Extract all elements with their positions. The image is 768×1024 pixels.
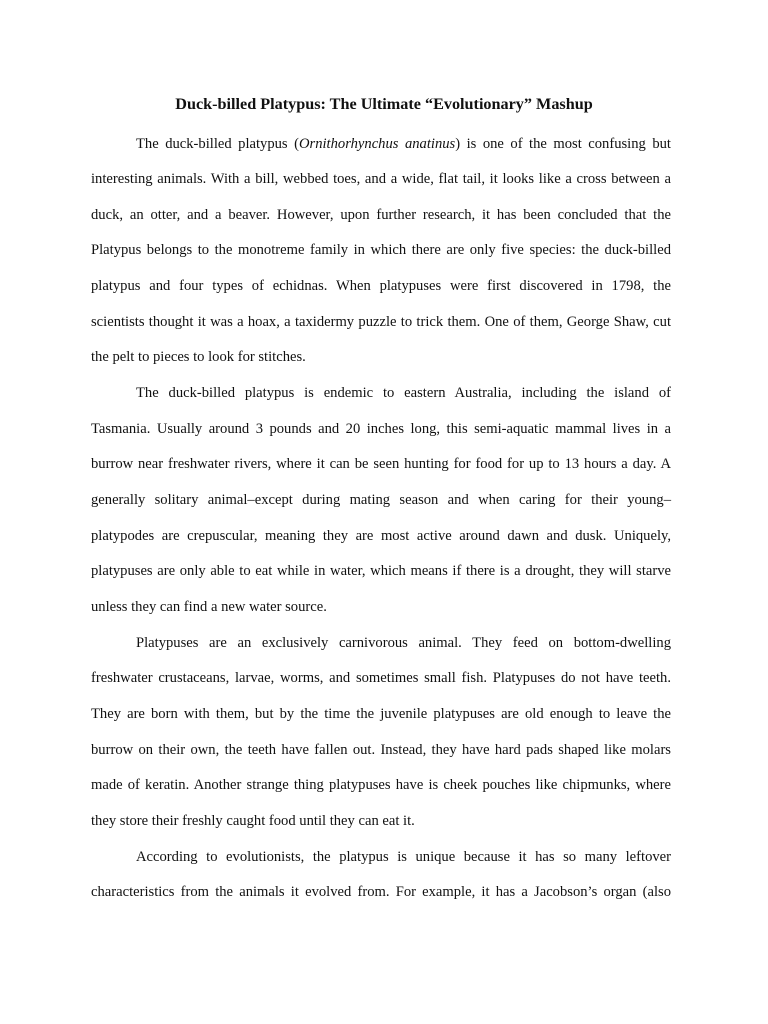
paragraph-3-line-1: Platypuses are an exclusively carnivorous animal. They feed on bottom-dwelling: [136, 635, 671, 651]
scientific-name: Ornithorhynchus anatinus: [298, 136, 456, 152]
paragraph-2-line-4: generally solitary animal–except during mating season and when caring for their young–: [91, 492, 671, 508]
text-segment: The duck-billed platypus (: [136, 136, 299, 152]
document-title: Duck-billed Platypus: The Ultimate “Evolutionary” Mashup: [175, 95, 593, 113]
paragraph-1-line-7: the pelt to pieces to look for stitches.: [91, 349, 306, 365]
paragraph-1-line-3: duck, an otter, and a beaver. However, upon further research, it has been concluded that the: [91, 207, 671, 223]
paragraph-4-line-1: According to evolutionists, the platypus is unique because it has so many leftover: [136, 849, 671, 865]
paragraph-1-line-4: Platypus belongs to the monotreme family in which there are only five species: the duck-billed: [91, 242, 671, 258]
paragraph-1-line-1: [136, 134, 671, 154]
paragraph-3-line-6: they store their freshly caught food until they can eat it.: [91, 813, 415, 829]
paragraph-2-line-6: platypuses are only able to eat while in water, which means if there is a drought, they will starve: [91, 563, 671, 579]
paragraph-1-line-5: platypus and four types of echidnas. When platypuses were first discovered in 1798, the: [91, 278, 671, 294]
paragraph-1-line-6: scientists thought it was a hoax, a taxidermy puzzle to trick them. One of them, George Shaw, cut: [91, 314, 671, 330]
paragraph-3-line-2: freshwater crustaceans, larvae, worms, and sometimes small fish. Platypuses do not have teeth.: [91, 670, 671, 686]
paragraph-2-line-3: burrow near freshwater rivers, where it can be seen hunting for food for up to 13 hours a day. A: [91, 456, 671, 472]
paragraph-3-line-4: burrow on their own, the teeth have fallen out. Instead, they have hard pads shaped like molars: [91, 742, 671, 758]
text-segment: ) is one of the most confusing but: [455, 136, 671, 152]
paragraph-1-line-2: interesting animals. With a bill, webbed toes, and a wide, flat tail, it looks like a cross between a: [91, 171, 671, 187]
paragraph-2-line-1: The duck-billed platypus is endemic to eastern Australia, including the island of: [136, 385, 671, 401]
paragraph-2-line-7: unless they can find a new water source.: [91, 599, 327, 615]
paragraph-3-line-3: They are born with them, but by the time the juvenile platypuses are old enough to leave the: [91, 706, 671, 722]
paragraph-4-line-2: characteristics from the animals it evolved from. For example, it has a Jacobson’s organ (also: [91, 884, 671, 900]
paragraph-3-line-5: made of keratin. Another strange thing platypuses have is cheek pouches like chipmunks, where: [91, 777, 671, 793]
paragraph-2-line-5: platypodes are crepuscular, meaning they are most active around dawn and dusk. Uniquely,: [91, 528, 671, 544]
paragraph-2-line-2: Tasmania. Usually around 3 pounds and 20 inches long, this semi-aquatic mammal lives in a: [91, 421, 671, 437]
